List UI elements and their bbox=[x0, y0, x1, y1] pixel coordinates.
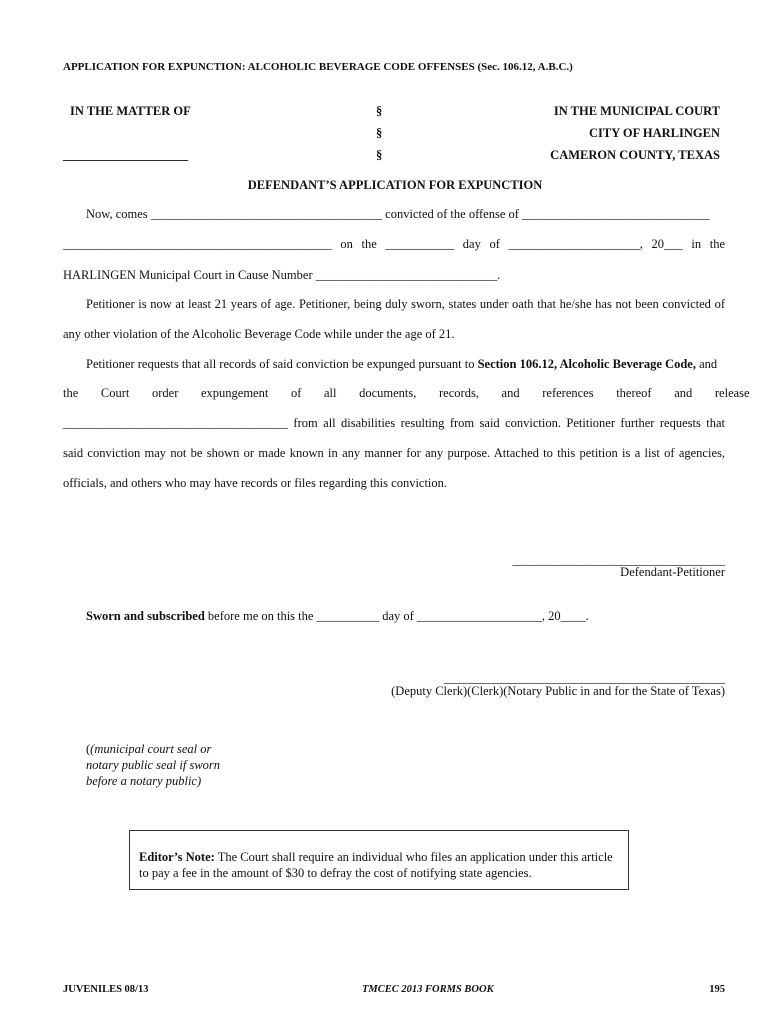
body-line-1: Now, comes _____________________________________ convicted of the offense of ______________________________ bbox=[86, 207, 710, 221]
body-line-9: said conviction may not be shown or made known in any manner for any purpose. Attached to this petition is a list of agencies, bbox=[63, 446, 725, 460]
seal-note-line-2: notary public seal if sworn bbox=[86, 758, 221, 772]
document-title: DEFENDANT’S APPLICATION FOR EXPUNCTION bbox=[247, 178, 543, 192]
body-line-6-post: and bbox=[695, 357, 718, 371]
footer-left: JUVENILES 08/13 bbox=[63, 984, 149, 995]
editors-note-box bbox=[129, 830, 629, 890]
editors-note-line-1 bbox=[139, 849, 628, 865]
editors-note-text-1: The Court shall require an individual who files an application under this article bbox=[214, 850, 613, 864]
defendant-signature-line: __________________________________ bbox=[512, 553, 725, 567]
sworn-label: Sworn and subscribed bbox=[86, 609, 205, 623]
body-line-5: any other violation of the Alcoholic Beverage Code while under the age of 21. bbox=[63, 327, 455, 341]
section-symbol-1: § bbox=[376, 104, 383, 118]
seal-note-line-1-text: (municipal court seal or bbox=[90, 742, 212, 756]
body-line-6-pre: Petitioner requests that all records of said conviction be expunged pursuant to bbox=[86, 357, 478, 371]
body-line-3: HARLINGEN Municipal Court in Cause Number _____________________________. bbox=[63, 268, 501, 282]
body-line-6 bbox=[86, 357, 725, 372]
caption-city: CITY OF HARLINGEN bbox=[588, 126, 720, 140]
body-line-7: the Court order expungement of all documents, records, and references thereof and release bbox=[63, 386, 750, 400]
body-line-8: ____________________________________ from all disabilities resulting from said conviction. Petitioner further requests that bbox=[63, 416, 725, 430]
sworn-text: before me on this the __________ day of ____________________, 20____. bbox=[204, 609, 589, 623]
defendant-signature-label: Defendant-Petitioner bbox=[620, 565, 725, 579]
footer-center: TMCEC 2013 FORMS BOOK bbox=[362, 984, 494, 995]
statute-reference: Section 106.12, Alcoholic Beverage Code, bbox=[477, 357, 696, 371]
sworn-statement bbox=[86, 609, 589, 624]
section-symbol-2: § bbox=[376, 126, 383, 140]
body-line-4: Petitioner is now at least 21 years of age. Petitioner, being duly sworn, states under oath that he/she has not been convicted of bbox=[86, 297, 725, 311]
clerk-signature-line: _____________________________________________ bbox=[443, 671, 725, 685]
section-symbol-3: § bbox=[376, 148, 383, 162]
body-line-2: ___________________________________________ on the ___________ day of _____________________, 20___ in the bbox=[63, 237, 725, 251]
seal-note-line-1: ((municipal court seal or bbox=[86, 742, 212, 756]
caption-county: CAMERON COUNTY, TEXAS bbox=[550, 148, 720, 162]
caption-court: IN THE MUNICIPAL COURT bbox=[553, 104, 720, 118]
form-header-title: APPLICATION FOR EXPUNCTION: ALCOHOLIC BEVERAGE CODE OFFENSES (Sec. 106.12, A.B.C.) bbox=[63, 61, 573, 73]
caption-matter-of: IN THE MATTER OF bbox=[70, 104, 191, 118]
editors-note-label: Editor’s Note: bbox=[139, 850, 215, 864]
clerk-signature-label: (Deputy Clerk)(Clerk)(Notary Public in and for the State of Texas) bbox=[391, 684, 725, 698]
page-number: 195 bbox=[709, 984, 725, 995]
caption-name-blank: ____________________ bbox=[63, 148, 188, 162]
editors-note-line-2: to pay a fee in the amount of $30 to defray the cost of notifying state agencies. bbox=[139, 866, 532, 880]
seal-note-line-3: before a notary public) bbox=[86, 774, 202, 788]
body-line-10: officials, and others who may have records or files regarding this conviction. bbox=[63, 476, 448, 490]
